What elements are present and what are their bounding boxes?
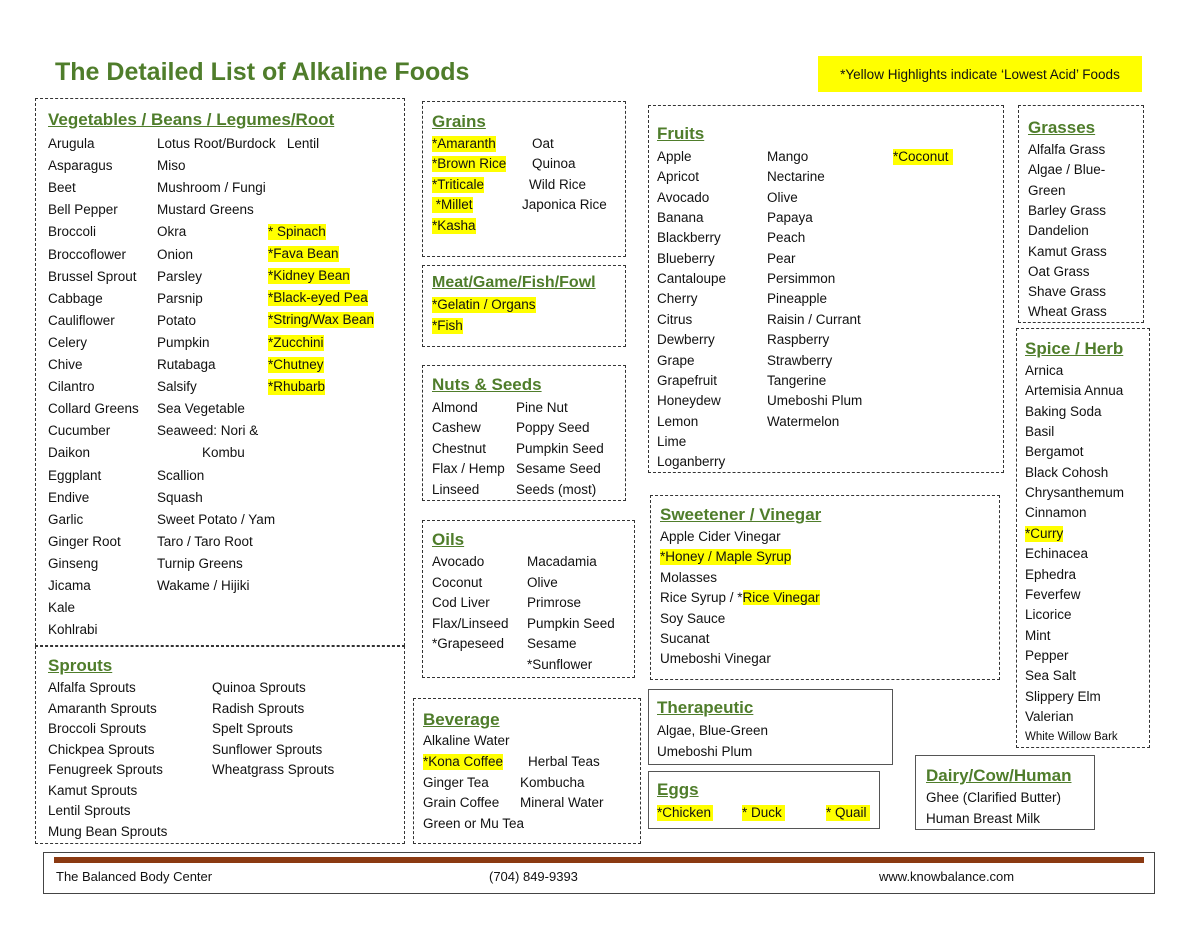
- footer-bar: [54, 857, 1144, 863]
- list-item: *Fava Bean: [268, 246, 339, 262]
- list-item: Sunflower Sprouts: [212, 741, 323, 757]
- list-item: Poppy Seed: [516, 420, 590, 436]
- sweet-soy-sauce: Soy Sauce: [660, 611, 726, 626]
- list-item: Ginger Root: [48, 533, 121, 549]
- list-item: Pear: [767, 250, 796, 266]
- list-item: Broccoflower: [48, 246, 127, 262]
- list-item: Shave Grass: [1028, 284, 1107, 300]
- list-item: Cod Liver: [432, 595, 490, 610]
- list-item: Cantaloupe: [657, 271, 727, 287]
- list-item: Fenugreek Sprouts: [48, 762, 163, 777]
- list-item: Apple: [657, 149, 692, 164]
- list-item: Daikon: [48, 445, 91, 461]
- footer-website: www.knowbalance.com: [879, 869, 1015, 884]
- list-item: Onion: [157, 246, 194, 262]
- list-item: Pumpkin: [157, 334, 210, 350]
- list-item: Algae, Blue-Green: [657, 723, 769, 738]
- list-item: Amaranth Sprouts: [48, 700, 157, 716]
- list-item: Slippery Elm: [1025, 688, 1101, 704]
- list-item: Raspberry: [767, 332, 830, 348]
- list-item: Banana: [657, 210, 704, 226]
- list-item: Algae / Blue-: [1028, 162, 1106, 178]
- list-item: Squash: [157, 489, 203, 505]
- list-item: Spelt Sprouts: [212, 721, 294, 736]
- list-item: Kombucha: [520, 775, 585, 790]
- list-item: Macadamia: [527, 554, 597, 569]
- list-item: Linseed: [432, 481, 480, 497]
- list-item: Mint: [1025, 627, 1051, 643]
- footer: [43, 852, 1155, 894]
- beverage-kona-coffee: *Kona Coffee: [423, 754, 504, 769]
- list-item: Cashew: [432, 420, 481, 436]
- list-item: Licorice: [1025, 607, 1072, 623]
- list-item: Sea Vegetable: [157, 401, 245, 417]
- list-item: Echinacea: [1025, 546, 1089, 562]
- list-item: Cauliflower: [48, 312, 115, 328]
- list-item: *Brown Rice: [432, 156, 507, 172]
- list-item: Olive: [527, 574, 558, 590]
- grasses-heading: Grasses: [1028, 118, 1096, 137]
- list-item: *Fish: [432, 317, 463, 333]
- beverage-alkaline-water: Alkaline Water: [423, 733, 510, 748]
- list-item: Turnip Greens: [157, 555, 243, 571]
- egg-quail: * Quail: [826, 805, 870, 821]
- list-item: Sea Salt: [1025, 668, 1077, 684]
- list-item: Ginger Tea: [423, 775, 489, 790]
- highlight-note: *Yellow Highlights indicate ‘Lowest Acid’ Foods: [818, 56, 1142, 92]
- list-item: *Rhubarb: [268, 378, 326, 394]
- list-item: Alfalfa Grass: [1028, 142, 1106, 157]
- list-item: * Spinach: [268, 224, 326, 239]
- list-item: Olive: [767, 189, 798, 205]
- list-item: Mustard Greens: [157, 202, 254, 218]
- list-item: *Grapeseed: [432, 636, 505, 651]
- list-item: Green or Mu Tea: [423, 815, 525, 831]
- list-item: Mango: [767, 149, 809, 164]
- egg-chicken: *Chicken: [657, 805, 712, 820]
- list-item: Parsnip: [157, 290, 203, 306]
- therapeutic-heading: Therapeutic: [657, 698, 754, 717]
- oils-heading: Oils: [432, 530, 465, 549]
- list-item: Mineral Water: [520, 795, 604, 811]
- list-item: Grapefruit: [657, 372, 718, 388]
- list-item: Blackberry: [657, 230, 721, 246]
- list-item: *Amaranth: [432, 136, 496, 151]
- list-item: Ephedra: [1025, 566, 1077, 582]
- list-item: Bell Pepper: [48, 202, 118, 218]
- list-item: Black Cohosh: [1025, 464, 1109, 480]
- list-item: Collard Greens: [48, 401, 139, 417]
- list-item: Barley Grass: [1028, 202, 1107, 218]
- list-item: Primrose: [527, 595, 582, 610]
- list-item: Broccoli Sprouts: [48, 721, 147, 736]
- list-item: Alfalfa Sprouts: [48, 680, 136, 695]
- list-item: Kamut Grass: [1028, 243, 1107, 259]
- list-item: Bergamot: [1025, 444, 1084, 460]
- list-item: Persimmon: [767, 271, 836, 287]
- list-item: Chive: [48, 357, 83, 372]
- list-item: Okra: [157, 224, 187, 240]
- list-item: Salsify: [157, 379, 197, 395]
- list-item: Apricot: [657, 169, 700, 185]
- list-item: Coconut: [432, 574, 483, 590]
- meat-heading: Meat/Game/Fish/Fowl: [432, 274, 596, 291]
- list-item: Mung Bean Sprouts: [48, 823, 168, 839]
- list-item: Cabbage: [48, 290, 103, 306]
- list-item: Green: [1028, 182, 1066, 198]
- spice-heading: Spice / Herb: [1025, 339, 1124, 358]
- sweet-honey: *Honey / Maple Syrup: [660, 549, 792, 564]
- egg-duck: * Duck: [742, 805, 785, 821]
- list-item: Umeboshi Plum: [767, 393, 863, 409]
- list-item: Ghee (Clarified Butter): [926, 790, 1062, 805]
- list-item: Asparagus: [48, 158, 113, 174]
- dairy-heading: Dairy/Cow/Human: [926, 766, 1072, 785]
- list-item: Pineapple: [767, 291, 828, 307]
- list-item: Cucumber: [48, 423, 111, 439]
- list-item: Celery: [48, 334, 88, 350]
- list-item: Avocado: [432, 554, 485, 569]
- list-item: Garlic: [48, 511, 84, 527]
- list-item: Nectarine: [767, 169, 825, 185]
- grain-oat: Oat: [532, 136, 554, 151]
- sweet-apple-cider: Apple Cider Vinegar: [660, 529, 781, 544]
- list-item: Valerian: [1025, 708, 1074, 724]
- grain-japonica-rice: Japonica Rice: [522, 197, 607, 212]
- nuts-heading: Nuts & Seeds: [432, 375, 542, 394]
- list-item: *Zucchini: [268, 334, 324, 350]
- list-item: Parsley: [157, 268, 203, 284]
- list-item: Citrus: [657, 311, 693, 327]
- sweet-sucanat: Sucanat: [660, 631, 710, 646]
- list-item: Taro / Taro Root: [157, 533, 253, 549]
- grain-wild-rice: Wild Rice: [529, 177, 587, 192]
- list-item: Chickpea Sprouts: [48, 741, 155, 757]
- list-item: Artemisia Annua: [1025, 383, 1124, 399]
- list-item: Broccoli: [48, 224, 97, 240]
- list-item: *Black-eyed Pea: [268, 290, 368, 306]
- list-item: Seaweed: Nori &: [157, 423, 259, 439]
- list-item: Lentil Sprouts: [48, 803, 131, 818]
- list-item: *Gelatin / Organs: [432, 297, 536, 312]
- list-item: Kamut Sprouts: [48, 782, 138, 798]
- list-item: Chrysanthemum: [1025, 485, 1125, 501]
- list-item: Endive: [48, 489, 90, 505]
- list-item: Dandelion: [1028, 223, 1089, 239]
- list-item: Basil: [1025, 424, 1055, 440]
- list-item: Kale: [48, 600, 76, 616]
- list-item: Wheatgrass Sprouts: [212, 762, 335, 777]
- page-title: The Detailed List of Alkaline Foods: [55, 58, 470, 86]
- sweet-molasses: Molasses: [660, 570, 718, 585]
- sweet-umeboshi-vinegar: Umeboshi Vinegar: [660, 651, 771, 666]
- list-item: Sweet Potato / Yam: [157, 511, 276, 527]
- list-item: *Kidney Bean: [268, 268, 350, 284]
- list-item: Radish Sprouts: [212, 700, 305, 716]
- list-item: Wheat Grass: [1028, 304, 1107, 320]
- vegetables-heading: Vegetables / Beans / Legumes/Root: [48, 110, 335, 129]
- list-item: Flax / Hemp: [432, 461, 505, 477]
- fruits-heading: Fruits: [657, 124, 705, 143]
- sweet-rice-syrup: [660, 590, 820, 606]
- rice-vinegar-text: Rice Vinegar: [742, 590, 820, 605]
- grain-quinoa: Quinoa: [532, 156, 576, 171]
- list-item: Papaya: [767, 210, 813, 226]
- list-item: Scallion: [157, 467, 205, 483]
- fruit-coconut: *Coconut: [893, 149, 953, 165]
- footer-company: The Balanced Body Center: [56, 869, 213, 884]
- list-item: Dewberry: [657, 332, 715, 348]
- list-item: Umeboshi Plum: [657, 744, 753, 759]
- list-item: Cilantro: [48, 379, 95, 395]
- list-item: Lemon: [657, 413, 699, 429]
- list-item: Kombu: [157, 445, 245, 461]
- list-item: Mushroom / Fungi: [157, 180, 266, 196]
- list-item: Kohlrabi: [48, 622, 98, 638]
- list-item: Miso: [157, 158, 186, 174]
- grains-heading: Grains: [432, 112, 486, 131]
- list-item: Arnica: [1025, 363, 1064, 378]
- list-item: *Curry: [1025, 525, 1064, 541]
- list-item: Loganberry: [657, 454, 726, 470]
- list-item: *Chutney: [268, 356, 324, 372]
- list-item: Pepper: [1025, 647, 1069, 663]
- list-item: Ginseng: [48, 555, 99, 571]
- list-item: Lime: [657, 433, 687, 449]
- list-item: Pumpkin Seed: [516, 440, 604, 456]
- list-item: Feverfew: [1025, 586, 1081, 602]
- list-item: Grain Coffee: [423, 795, 500, 811]
- list-item: Sesame: [527, 636, 577, 651]
- list-item: Tangerine: [767, 372, 827, 388]
- list-item: Seeds (most): [516, 481, 597, 497]
- list-item: Honeydew: [657, 393, 721, 409]
- list-item: Grape: [657, 352, 695, 368]
- beverage-herbal-teas: Herbal Teas: [528, 754, 600, 769]
- list-item: Potato: [157, 312, 197, 328]
- list-item: Oat Grass: [1028, 263, 1090, 279]
- sprouts-heading: Sprouts: [48, 656, 113, 675]
- list-item: Cinnamon: [1025, 505, 1087, 521]
- list-item: *Kasha: [432, 217, 476, 233]
- list-item: Blueberry: [657, 250, 715, 266]
- list-item: Brussel Sprout: [48, 268, 137, 284]
- list-item: Arugula: [48, 136, 95, 151]
- list-item: Rutabaga: [157, 357, 216, 372]
- list-item: Sesame Seed: [516, 461, 601, 477]
- list-item: Avocado: [657, 189, 710, 205]
- list-item: Raisin / Currant: [767, 311, 861, 327]
- list-item: Jicama: [48, 578, 91, 593]
- list-item: Flax/Linseed: [432, 615, 509, 631]
- eggs-heading: Eggs: [657, 780, 699, 799]
- list-item: Pine Nut: [516, 400, 568, 415]
- list-item: Beet: [48, 180, 76, 196]
- list-item: Baking Soda: [1025, 403, 1102, 419]
- list-item: Lotus Root/Burdock Lentil: [157, 136, 320, 151]
- spice-white-willow-bark: White Willow Bark: [1025, 731, 1118, 743]
- list-item: Strawberry: [767, 352, 833, 368]
- list-item: *Millet: [432, 197, 473, 213]
- list-item: *String/Wax Bean: [268, 312, 375, 328]
- list-item: Watermelon: [767, 413, 840, 429]
- list-item: *Triticale: [432, 176, 485, 192]
- beverage-heading: Beverage: [423, 710, 500, 729]
- list-item: Wakame / Hijiki: [157, 578, 250, 593]
- list-item: Eggplant: [48, 467, 102, 483]
- list-item: Quinoa Sprouts: [212, 680, 306, 695]
- list-item: Cherry: [657, 291, 698, 307]
- list-item: Human Breast Milk: [926, 810, 1041, 826]
- list-item: Peach: [767, 230, 806, 246]
- list-item: Pumpkin Seed: [527, 615, 615, 631]
- rice-syrup-text: Rice Syrup / *: [660, 590, 743, 605]
- sweetener-heading: Sweetener / Vinegar: [660, 505, 822, 524]
- list-item: *Sunflower: [527, 656, 593, 672]
- list-item: Chestnut: [432, 440, 487, 456]
- list-item: Almond: [432, 400, 478, 415]
- footer-phone: (704) 849-9393: [489, 869, 578, 884]
